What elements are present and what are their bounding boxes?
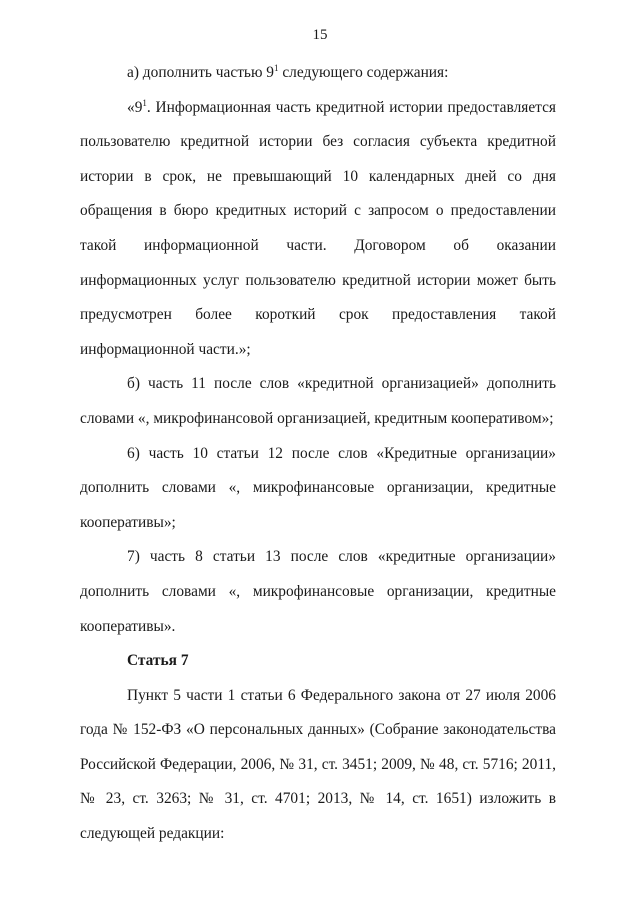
paragraph-b: б) часть 11 после слов «кредитной организацией» дополнить словами «, микрофинансовой организацией, кредитным кооперативом»; (80, 375, 556, 427)
paragraph-6: 6) часть 10 статьи 12 после слов «Кредитные организации» дополнить словами «, микрофинансовые организации, кредитные кооперативы»; (80, 444, 556, 531)
page-number: 15 (312, 27, 328, 43)
paragraph-a (80, 56, 556, 91)
paragraph-quote-start: «9 (127, 98, 143, 116)
paragraph-a-superscript: 1 (274, 62, 279, 73)
paragraph-quote-9-1 (80, 91, 556, 368)
article-heading: Статья 7 (127, 652, 189, 670)
paragraph-quote-superscript: 1 (142, 97, 147, 108)
paragraph-7: 7) часть 8 статьи 13 после слов «кредитные организации» дополнить словами «, микрофинансовые организации, кредитные кооперативы». (80, 548, 556, 635)
paragraph-quote-text: . Информационная часть кредитной истории предоставляется пользователю кредитной истории без согласия субъекта кредитной истории в срок, не превышающий 10 календарных дней со дня обращения в бюро кредитных историй с запросом о предоставлении такой информационной части. Договором об оказании информационных услуг пользователю кредитной истории может быть предусмотрен более короткий срок предоставления такой информационной части.»; (80, 98, 556, 358)
paragraph-a-text: а) дополнить частью 9 (127, 64, 274, 81)
paragraph-a-text-end: следующего содержания: (278, 64, 449, 81)
document-body (80, 56, 556, 852)
paragraph-article-7: Пункт 5 части 1 статьи 6 Федерального закона от 27 июля 2006 года № 152-ФЗ «О персональных данных» (Собрание законодательства Российской Федерации, 2006, № 31, ст. 3451; 2009, № 48, ст. 5716; 2011, № 23, ст. 3263; № 31, ст. 4701; 2013, № 14, ст. 1651) изложить в следующей редакции: (80, 686, 556, 843)
